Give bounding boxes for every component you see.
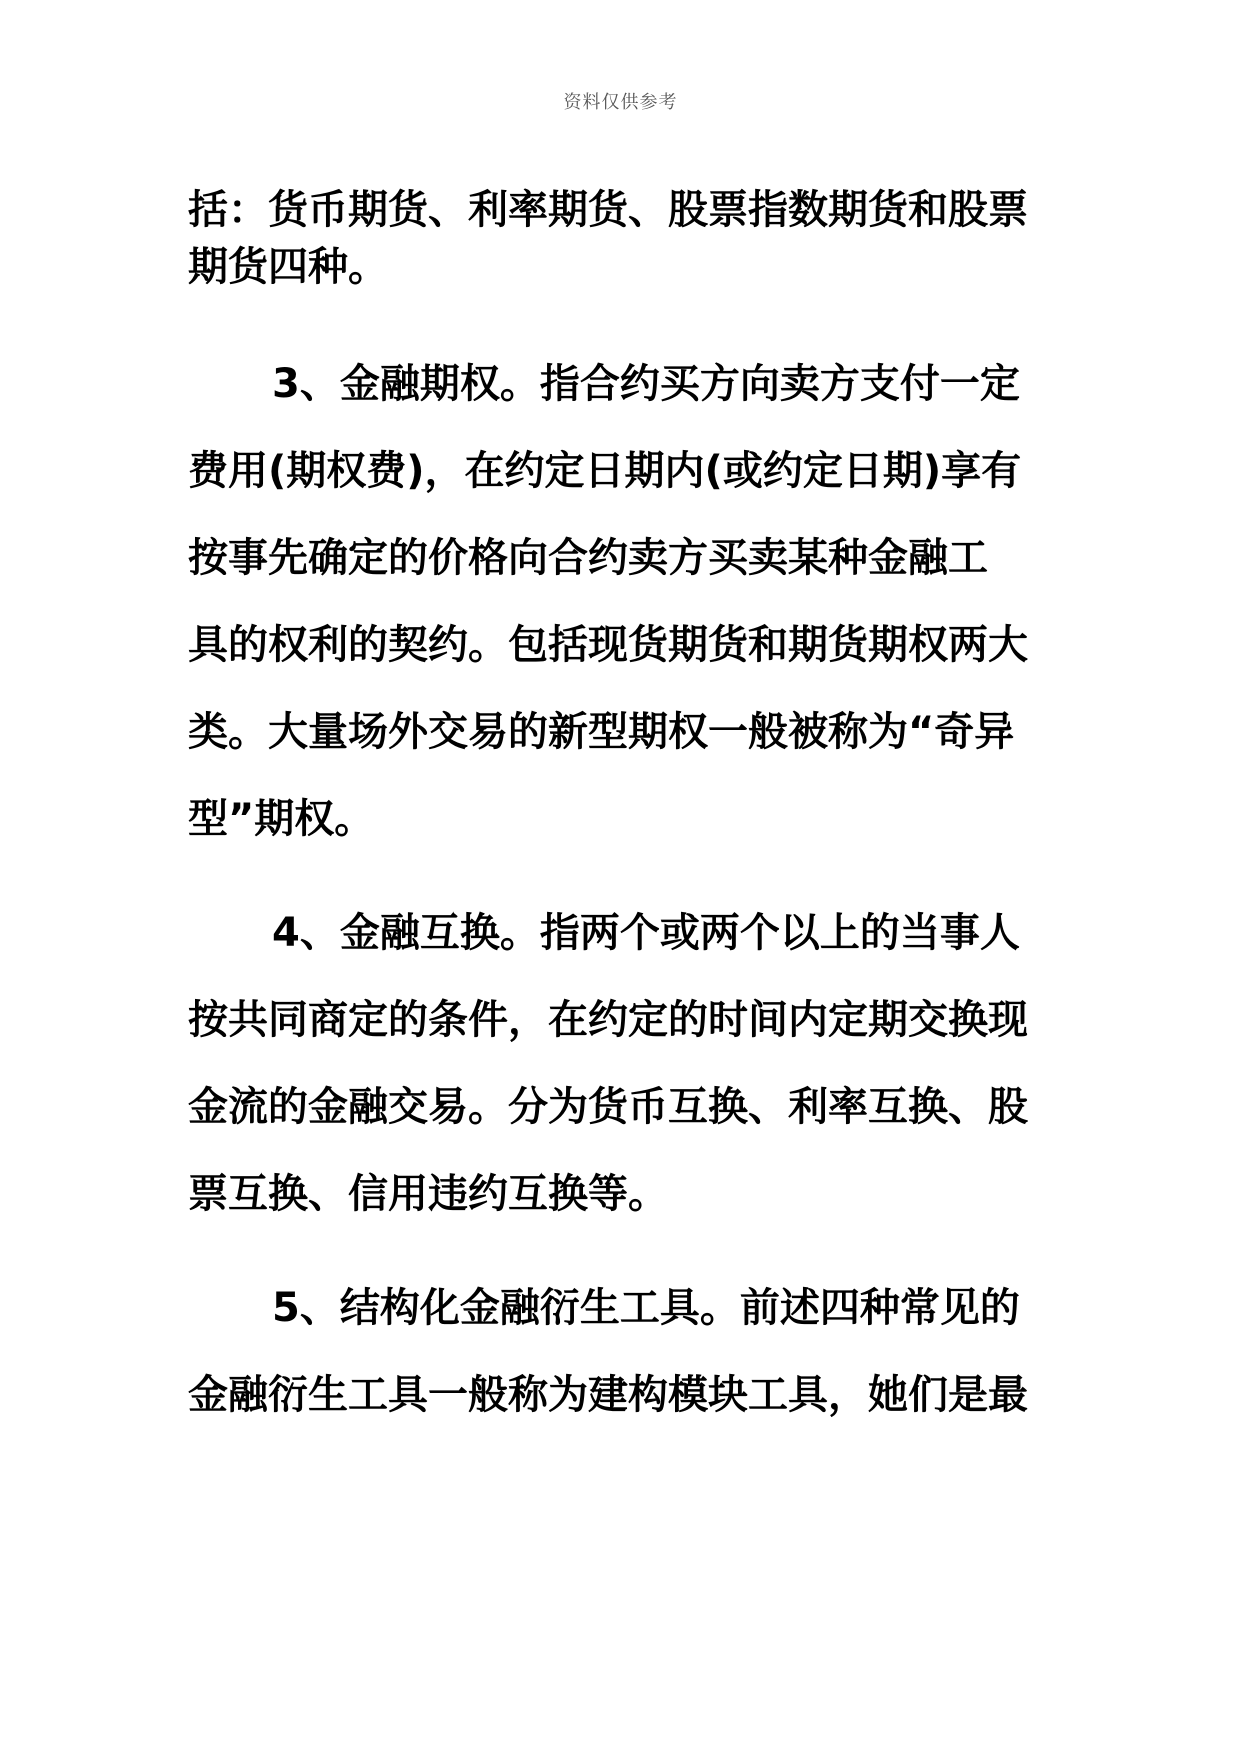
text-line: 期货四种。 <box>188 244 388 290</box>
paragraph-3-first-line: 3、金融期权。指合约买方向卖方支付一定 <box>272 361 1020 407</box>
text-line: 费用(期权费)，在约定日期内(或约定日期)享有 <box>188 448 1022 494</box>
text-line: 按共同商定的条件，在约定的时间内定期交换现 <box>188 997 1028 1043</box>
text-line: 具的权利的契约。包括现货期货和期货期权两大 <box>188 622 1028 668</box>
text-line: 型”期权。 <box>188 796 375 842</box>
text-line: 票互换、信用违约互换等。 <box>188 1171 668 1217</box>
text-line: 金融衍生工具一般称为建构模块工具，她们是最 <box>188 1372 1028 1418</box>
text-line: 按事先确定的价格向合约卖方买卖某种金融工 <box>188 535 988 581</box>
paragraph-4-first-line: 4、金融互换。指两个或两个以上的当事人 <box>272 910 1020 956</box>
paragraph-5-first-line: 5、结构化金融衍生工具。前述四种常见的 <box>272 1285 1020 1331</box>
text-line: 类。大量场外交易的新型期权一般被称为“奇异 <box>188 709 1015 755</box>
page-header: 资料仅供参考 <box>563 92 678 113</box>
text-line: 金流的金融交易。分为货币互换、利率互换、股 <box>188 1084 1028 1130</box>
text-line: 括：货币期货、利率期货、股票指数期货和股票 <box>188 187 1028 233</box>
